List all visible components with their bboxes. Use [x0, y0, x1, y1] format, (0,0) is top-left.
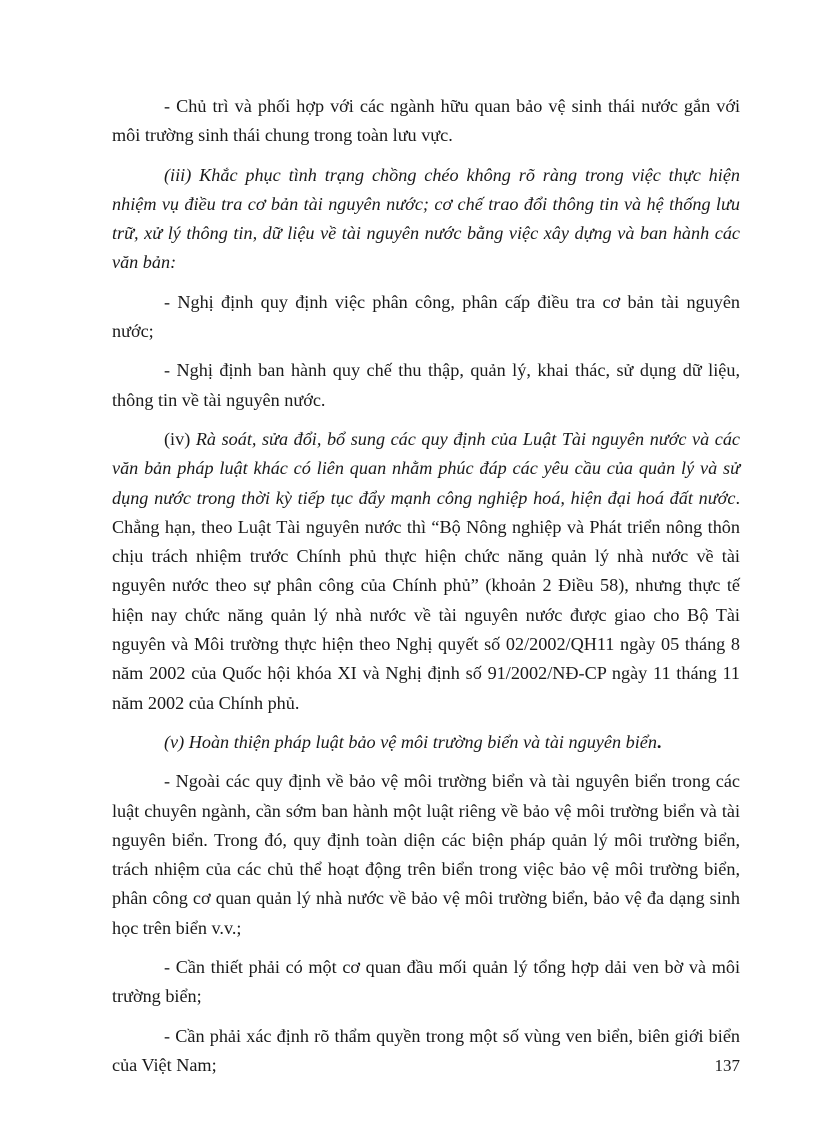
paragraph-3: - Nghị định quy định việc phân công, phân cấp điều tra cơ bản tài nguyên nước;	[112, 291, 740, 342]
paragraph-9: - Cần phải xác định rõ thẩm quyền trong một số vùng ven biển, biên giới biển của Việt Nam;	[112, 1025, 740, 1075]
paragraph-5	[112, 425, 740, 718]
paragraph-4: - Nghị định ban hành quy chế thu thập, quản lý, khai thác, sử dụng dữ liệu, thông tin về tài nguyên nước.	[112, 360, 740, 410]
paragraph-5-body: . Chẳng hạn, theo Luật Tài nguyên nước thì “Bộ Nông nghiệp và Phát triển nông thôn chịu trách nhiệm trước Chính phủ thực hiện chức năng quản lý nhà nước về tài nguyên nước theo sự phân công của Chính phủ” (khoản 2 Điều 58), nhưng thực tế hiện nay chức năng quản lý nhà nước về tài nguyên nước được giao cho Bộ Tài nguyên và Môi trường thực hiện theo Nghị quyết số 02/2002/QH11 ngày 05 tháng 8 năm 2002 của Quốc hội khóa XI và Nghị định số 91/2002/NĐ-CP ngày 11 tháng 11 năm 2002 của Chính phủ.	[112, 487, 740, 713]
paragraph-5-heading: Rà soát, sửa đổi, bổ sung các quy định của Luật Tài nguyên nước và các văn bản pháp luật khác có liên quan nhằm phúc đáp các yêu cầu của quản lý và sử dụng nước trong thời kỳ tiếp tục đẩy mạnh công nghiệp hoá, hiện đại hoá đất nước	[112, 428, 740, 508]
page-number: 137	[714, 1056, 740, 1075]
paragraph-6-end: .	[656, 731, 662, 752]
paragraph-6-heading: (v) Hoàn thiện pháp luật bảo vệ môi trường biển và tài nguyên biển	[164, 731, 657, 752]
paragraph-7: - Ngoài các quy định về bảo vệ môi trường biển và tài nguyên biển trong các luật chuyên ngành, cần sớm ban hành một luật riêng về bảo vệ môi trường biển và tài nguyên biển. Trong đó, quy định toàn diện các biện pháp quản lý môi trường biển, trách nhiệm của các chủ thể hoạt động trên biển trong việc bảo vệ môi trường biển, phân công cơ quan quản lý nhà nước về bảo vệ môi trường biển, bảo vệ đa dạng sinh học trên biển v.v.;	[112, 771, 740, 938]
page-body	[112, 92, 740, 1090]
paragraph-1: - Chủ trì và phối hợp với các ngành hữu quan bảo vệ sinh thái nước gắn với môi trường sinh thái chung trong toàn lưu vực.	[112, 96, 740, 146]
paragraph-2: (iii) Khắc phục tình trạng chồng chéo không rõ ràng trong việc thực hiện nhiệm vụ điều tra cơ bản tài nguyên nước; cơ chế trao đổi thông tin và hệ thống lưu trữ, xử lý thông tin, dữ liệu về tài nguyên nước bằng việc xây dựng và ban hành các văn bản:	[112, 164, 740, 273]
paragraph-6	[112, 728, 740, 757]
paragraph-8: - Cần thiết phải có một cơ quan đầu mối quản lý tổng hợp dải ven bờ và môi trường biển;	[112, 957, 740, 1007]
paragraph-5-label: (iv)	[164, 428, 196, 449]
